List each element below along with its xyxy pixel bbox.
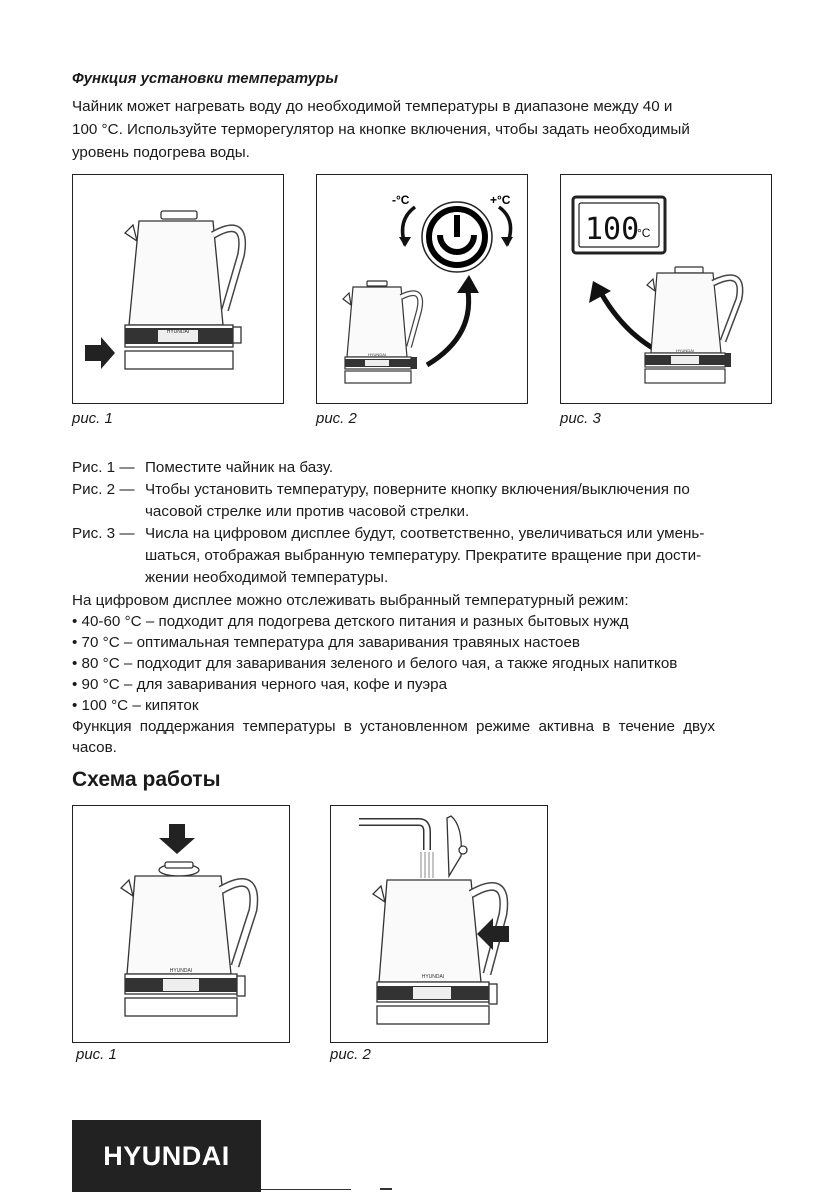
intro-paragraph xyxy=(72,95,772,164)
caption-bottom-fig-2: рис. 2 xyxy=(330,1046,371,1063)
mode-item: • 80 °С – подходит для заваривания зеленого и белого чая, а также ягодных напитков xyxy=(72,655,678,672)
step-text-3: Числа на цифровом дисплее будут, соответственно, увеличиваться или умень- xyxy=(145,525,705,542)
kettle-illustration xyxy=(73,806,289,1042)
water-tap-icon xyxy=(359,822,427,850)
curved-arrow-up-icon xyxy=(427,285,469,365)
step-text-3: жении необходимой температуры. xyxy=(145,569,389,586)
modes-intro: На цифровом дисплее можно отслеживать выбранный температурный режим: xyxy=(72,592,629,609)
display-illustration xyxy=(561,175,771,403)
caption-fig-1: рис. 1 xyxy=(72,410,113,427)
figure-3-display xyxy=(560,174,772,404)
intro-line: 100 °С. Используйте терморегулятор на кнопке включения, чтобы задать необходимый xyxy=(72,121,690,138)
step-text-2: Чтобы установить температуру, поверните кнопку включения/выключения по xyxy=(145,481,690,498)
keep-warm-text: Функция поддержания температуры в установленном режиме активна в течение двух xyxy=(72,718,715,735)
step-label-2: Рис. 2 — xyxy=(72,481,135,498)
figure-bottom-2-fill-water xyxy=(330,805,548,1043)
kettle-brand-text: HYUNDAI xyxy=(169,968,193,974)
temperature-modes xyxy=(72,590,772,758)
figure-2-rotate-dial xyxy=(316,174,528,404)
brand-logo xyxy=(72,1120,261,1192)
section-title-temperature: Функция установки температуры xyxy=(72,70,339,87)
brand-logo-text: HYUNDAI xyxy=(103,1141,230,1171)
display-temperature: 100 xyxy=(585,212,640,247)
mode-item: • 90 °С – для заваривания черного чая, кофе и пуэра xyxy=(72,676,448,693)
minus-degree-label: -°С xyxy=(392,193,410,207)
footer-mark xyxy=(380,1188,392,1190)
step-text-3: шаться, отображая выбранную температуру. Прекратите вращение при дости- xyxy=(145,547,702,564)
caption-fig-3: рис. 3 xyxy=(560,410,601,427)
display-unit: °С xyxy=(637,226,651,240)
keep-warm-text: часов. xyxy=(72,739,117,756)
caption-bottom-fig-1: рис. 1 xyxy=(76,1046,117,1063)
step-label-1: Рис. 1 — xyxy=(72,459,135,476)
figure-bottom-1-remove-lid xyxy=(72,805,290,1043)
kettle-brand-text: HYUNDAI xyxy=(166,329,190,335)
arrow-right-icon xyxy=(85,337,115,369)
intro-line: уровень подогрева воды. xyxy=(72,144,250,161)
kettle-brand-text: HYUNDAI xyxy=(421,974,445,980)
arrow-down-icon xyxy=(159,824,195,854)
kettle-illustration xyxy=(343,281,420,383)
figure-1-kettle-on-base xyxy=(72,174,284,404)
dial-rotation-illustration xyxy=(317,175,527,403)
step-text-1: Поместите чайник на базу. xyxy=(145,459,334,476)
mode-item: • 100 °С – кипяток xyxy=(72,697,199,714)
caption-fig-2: рис. 2 xyxy=(316,410,357,427)
intro-line: Чайник может нагревать воду до необходимой температуры в диапазоне между 40 и xyxy=(72,98,673,115)
kettle-filling-illustration xyxy=(331,806,547,1042)
step-label-3: Рис. 3 — xyxy=(72,525,135,542)
kettle-illustration xyxy=(73,175,283,403)
section-title-scheme: Схема работы xyxy=(72,768,221,791)
footer-rule xyxy=(261,1189,351,1190)
mode-item: • 70 °С – оптимальная температура для заваривания травяных настоев xyxy=(72,634,580,651)
kettle-brand-text: HYUNDAI xyxy=(367,352,387,357)
step-text-2: часовой стрелке или против часовой стрелки. xyxy=(145,503,470,520)
plus-degree-label: +°С xyxy=(490,193,511,207)
kettle-brand-text: HYUNDAI xyxy=(675,348,695,353)
mode-item: • 40-60 °С – подходит для подогрева детского питания и разных бытовых нужд xyxy=(72,613,629,630)
